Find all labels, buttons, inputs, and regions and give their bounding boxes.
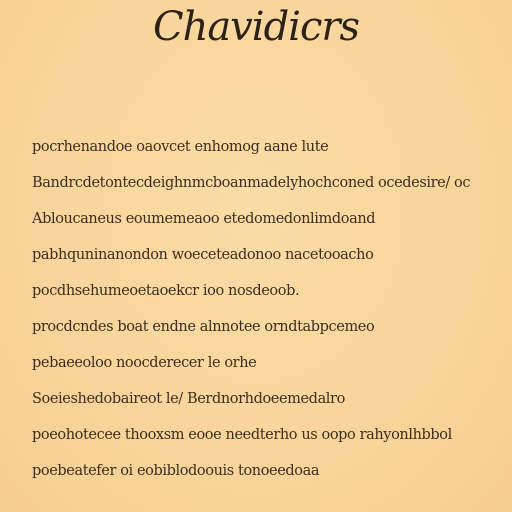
text-line: Soeieshedobaireot le/ Berdnorhdoeemedalro	[32, 391, 345, 407]
text-line: pebaeeoloo noocderecer le orhe	[32, 355, 257, 371]
document-title: Chavidicrs	[152, 4, 360, 50]
text-line: Abloucaneus eoumemeaoo etedomedonlimdoand	[32, 211, 376, 227]
text-line: procdcndes boat endne alnnotee orndtabpcemeo	[32, 319, 375, 335]
text-line: poebeatefer oi eobiblodoouis tonoeedoaa	[32, 463, 320, 479]
text-line: pocdhsehumeoetaoekcr ioo nosdeoob.	[32, 283, 300, 299]
text-line: Bandrcdetontecdeighnmcboanmadelyhochconed ocedesire/ oc	[32, 175, 471, 191]
text-line: poeohotecee thooxsm eooe needterho us oopo rahyonlhbbol	[32, 427, 452, 443]
text-lines	[32, 135, 497, 495]
text-line: pabhquninanondon woeceteadonoo nacetooacho	[32, 247, 374, 263]
text-line: pocrhenandoe oaovcet enhomog aane lute	[32, 139, 329, 155]
